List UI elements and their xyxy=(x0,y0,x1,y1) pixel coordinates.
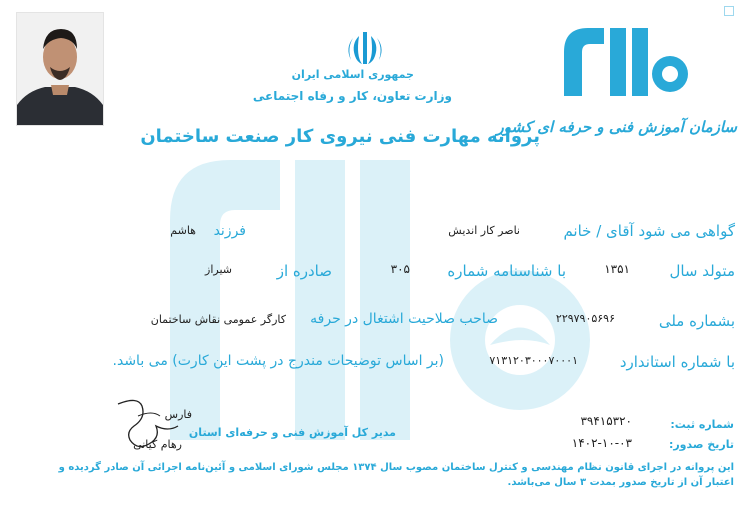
person-photo xyxy=(16,12,104,126)
birth-label: متولد سال xyxy=(669,262,735,280)
person-photo-icon xyxy=(17,13,103,125)
national-id-value: ۲۲۹۷۹۰۵۶۹۶ xyxy=(555,312,615,325)
child-label: فرزند xyxy=(213,223,246,239)
profession-value: کارگر عمومی نقاش ساختمان xyxy=(150,313,286,326)
certify-label: گواهی می شود آقای / خانم xyxy=(563,222,735,240)
director-title: مدیر کل آموزش فنی و حرفه‌ای استان xyxy=(188,426,396,439)
corner-mark xyxy=(724,6,734,16)
national-id-label: بشماره ملی xyxy=(658,312,735,330)
legal-text: این پروانه در اجرای قانون نظام مهندسی و کنترل ساختمان مصوب سال ۱۳۷۴ مجلس شورای اسلامی و آئین‌نامه اجرائی آن صادر گردیده و اعتبار آن از تاریخ صدور بمدت ۳ سال می‌باشد. xyxy=(58,462,734,488)
issued-city-value: شیراز xyxy=(205,263,232,276)
issued-label: صادره از xyxy=(276,262,332,280)
id-number-value: ۳۰۵ xyxy=(390,262,410,276)
standard-label: با شماره استاندارد xyxy=(619,353,735,371)
standard-note: (بر اساس توضیحات مندرج در پشت این کارت) می باشد. xyxy=(112,353,444,369)
province-value: فارس xyxy=(164,408,192,421)
issue-date-value: ۱۴۰۲-۱۰-۰۳ xyxy=(571,436,632,450)
reg-number-value: ۳۹۴۱۵۳۲۰ xyxy=(580,414,632,428)
standard-number-value: ۷۱۳۱۲۰۳۰۰۰۷۰۰۰۱ xyxy=(489,354,578,367)
competency-label: صاحب صلاحیت اشتغال در حرفه xyxy=(310,311,498,327)
father-name-value: هاشم xyxy=(170,224,196,237)
gov-line2: وزارت تعاون، کار و رفاه اجتماعی xyxy=(252,89,452,103)
reg-label: شماره ثبت: xyxy=(670,418,734,431)
birth-year-value: ۱۳۵۱ xyxy=(604,262,630,276)
full-name-value: ناصر کار اندیش xyxy=(448,224,520,237)
iran-emblem-icon xyxy=(345,30,385,68)
id-label: با شناسنامه شماره xyxy=(447,262,566,280)
signer-name: رهام کیانی xyxy=(133,438,182,451)
tvto-logo-icon xyxy=(560,22,690,102)
org-name: سازمان آموزش فنی و حرفه ای کشور xyxy=(496,118,737,136)
certificate-title: پروانه مهارت فنی نیروی کار صنعت ساختمان xyxy=(140,126,540,147)
issue-date-label: تاریخ صدور: xyxy=(668,438,734,451)
gov-line1: جمهوری اسلامی ایران xyxy=(291,68,414,81)
